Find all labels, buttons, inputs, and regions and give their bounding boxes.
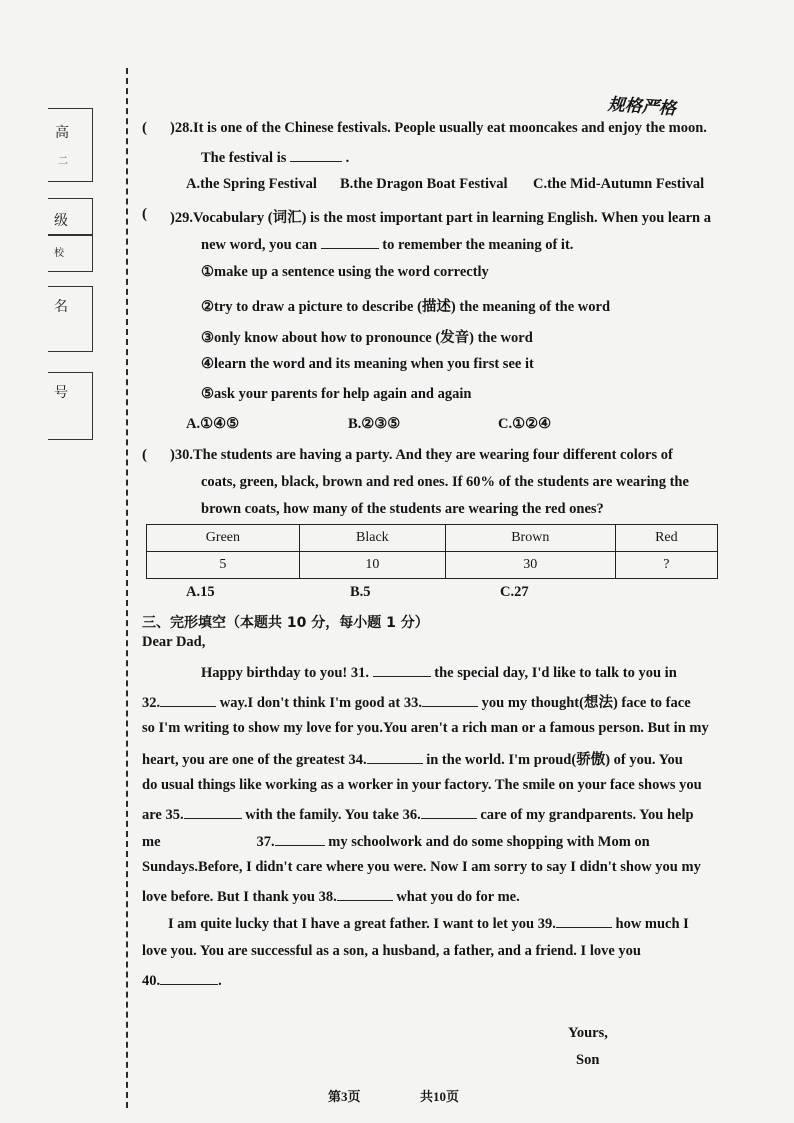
q28-option-a: A.the Spring Festival [186, 176, 317, 192]
binding-dashed-line [126, 68, 128, 1108]
table-header-cell: Green [147, 525, 300, 552]
q30-option-c: C.27 [500, 584, 529, 600]
cloze-text: with the family. You take 36. [245, 807, 421, 823]
cloze-text: what you do for me. [396, 889, 520, 905]
q29-option-a: A.①④⑤ [186, 416, 240, 432]
section-title: 三、完形填空（本题共 10 分，每小题 1 分） [142, 615, 429, 631]
sidebar-char: 二 [58, 156, 68, 167]
cloze-line-5: do usual things like working as a worker in your factory. The smile on your face shows you [142, 777, 702, 793]
cloze-line-6 [142, 805, 694, 824]
table-header-cell: Brown [445, 525, 615, 552]
q30-stem: )30.The students are having a party. And they are wearing four different colors of [170, 447, 673, 463]
cloze-text: Happy birthday to you! 31. [201, 665, 369, 681]
cloze-text: 37. [256, 834, 275, 850]
sidebar-char: 高 [55, 125, 69, 141]
sidebar-char: 号 [54, 385, 68, 401]
cloze-line-10 [168, 914, 689, 933]
table-header-cell: Red [615, 525, 717, 552]
table-cell: 30 [445, 552, 615, 579]
q28-option-c: C.the Mid-Autumn Festival [533, 176, 705, 192]
q29-line2 [201, 235, 573, 254]
cloze-text: the special day, I'd like to talk to you in [434, 665, 677, 681]
q29-option-c: C.①②④ [498, 416, 552, 432]
q29-item-3: ③only know about how to pronounce (发音) the word [201, 330, 533, 346]
cloze-text: heart, you are one of the greatest 34. [142, 752, 367, 768]
blank-35[interactable] [184, 805, 242, 819]
cloze-text: . [218, 973, 222, 989]
q29-blank[interactable] [321, 235, 379, 249]
q29-line2-post: to remember the meaning of it. [382, 237, 574, 253]
blank-31[interactable] [373, 663, 431, 677]
table-header-row [147, 525, 718, 552]
cloze-line-12 [142, 971, 222, 990]
blank-32[interactable] [160, 693, 216, 707]
q28-line2 [201, 148, 349, 167]
q29-item-2: ②try to draw a picture to describe (描述) the meaning of the word [201, 299, 611, 315]
blank-33[interactable] [422, 693, 478, 707]
blank-39[interactable] [556, 914, 612, 928]
cloze-line-7 [142, 832, 650, 851]
cloze-text: you my thought(想法) face to face [481, 695, 691, 711]
coat-color-table [146, 524, 718, 579]
q28-line2-pre: The festival is [201, 150, 287, 166]
table-header-cell: Black [299, 525, 445, 552]
q30-option-a: A.15 [186, 584, 215, 600]
cloze-line-4 [142, 748, 683, 769]
q28-option-b: B.the Dragon Boat Festival [340, 176, 508, 192]
letter-signature: Son [576, 1052, 600, 1068]
q28-blank[interactable] [290, 148, 342, 162]
blank-38[interactable] [337, 887, 393, 901]
sidebar-box-school [48, 108, 93, 182]
q29-item-4: ④learn the word and its meaning when you first see it [201, 356, 534, 372]
sidebar-char: 级 [54, 213, 68, 229]
letter-greeting: Dear Dad, [142, 634, 206, 650]
cloze-text: way.I don't think I'm good at 33. [219, 695, 422, 711]
handwritten-note: 规格严格 [607, 94, 677, 120]
blank-40[interactable] [160, 971, 218, 985]
q30-line2: coats, green, black, brown and red ones. If 60% of the students are wearing the [201, 474, 689, 490]
table-cell: 10 [299, 552, 445, 579]
cloze-text: my schoolwork and do some shopping with Mom on [328, 834, 650, 850]
cloze-text: how much I [615, 916, 689, 932]
cloze-text: 32. [142, 695, 161, 711]
cloze-line-2 [142, 691, 691, 712]
cloze-text: I am quite lucky that I have a great father. I want to let you 39. [168, 916, 556, 932]
q30-option-b: B.5 [350, 584, 371, 600]
page-total: 共10页 [420, 1089, 460, 1104]
q29-answer-paren[interactable]: ( [142, 206, 147, 222]
cloze-text: love before. But I thank you 38. [142, 889, 337, 905]
q29-option-b: B.②③⑤ [348, 416, 401, 432]
table-cell: 5 [147, 552, 300, 579]
cloze-line-9 [142, 887, 520, 906]
q29-item-5: ⑤ask your parents for help again and again [201, 386, 472, 402]
sidebar-char: 名 [54, 299, 68, 315]
q29-item-1: ①make up a sentence using the word correctly [201, 264, 489, 280]
cloze-text: in the world. I'm proud(骄傲) of you. You [426, 752, 683, 768]
q28-line2-post: . [345, 150, 350, 166]
table-row [147, 552, 718, 579]
q28-answer-paren[interactable]: ( [142, 120, 147, 136]
cloze-line-11: love you. You are successful as a son, a husband, a father, and a friend. I love you [142, 943, 641, 959]
sidebar-char: 校 [54, 248, 64, 259]
table-cell: ? [615, 552, 717, 579]
blank-36[interactable] [421, 805, 477, 819]
cloze-line-1 [201, 663, 677, 682]
cloze-text: me [142, 834, 161, 850]
cloze-text: care of my grandparents. You help [480, 807, 694, 823]
page-number: 第3页 [328, 1089, 361, 1104]
cloze-line-8: Sundays.Before, I didn't care where you were. Now I am sorry to say I didn't show you my [142, 859, 701, 875]
cloze-text: 40. [142, 973, 161, 989]
q30-answer-paren[interactable]: ( [142, 447, 147, 463]
q29-line2-pre: new word, you can [201, 237, 318, 253]
blank-37[interactable] [275, 832, 325, 846]
blank-34[interactable] [367, 750, 423, 764]
letter-closing: Yours, [568, 1025, 608, 1041]
cloze-text: are 35. [142, 807, 184, 823]
q29-stem: )29.Vocabulary (词汇) is the most important part in learning English. When you learn a [170, 210, 711, 226]
q30-line3: brown coats, how many of the students are wearing the red ones? [201, 501, 604, 517]
q28-stem: )28.It is one of the Chinese festivals. People usually eat mooncakes and enjoy the moon. [170, 120, 707, 136]
cloze-line-3: so I'm writing to show my love for you.You aren't a rich man or a famous person. But in my [142, 720, 709, 736]
